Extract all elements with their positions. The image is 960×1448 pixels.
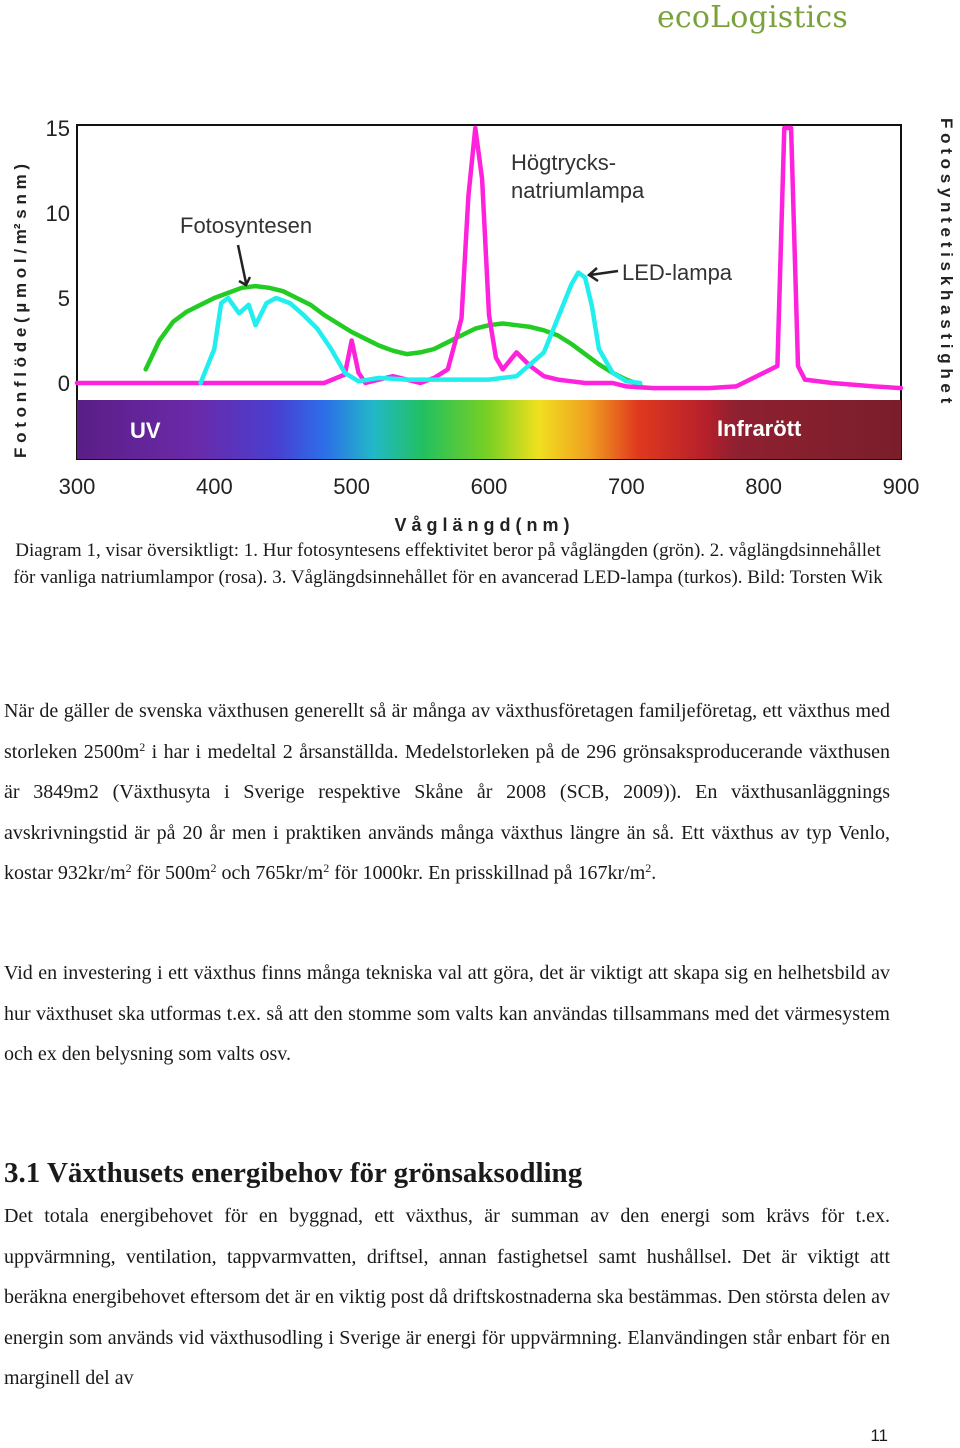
band-label-uv: UV: [130, 418, 161, 443]
y-tick-label: 15: [45, 116, 70, 141]
brand-logo: ecoLogistics: [656, 0, 848, 35]
x-tick-label: 700: [607, 474, 645, 499]
paragraph-3: Det totala energibehovet för en byggnad, ett växthus, är summan av den energi som krävs för t.ex. uppvärmning, ventilation, tappvarmvatten, driftsel, annan fastighetsel samt hushållsel. Det är viktigt att beräkna energibehovet eftersom det är en viktig post då driftskostnaderna ska bestämmas. Den största delen av energin som används vid växthusodling i Sverige är energi för uppvärmning. Elanvändingen står enbart för en marginell del av: [4, 1205, 891, 1389]
y-tick-label: 10: [45, 201, 70, 226]
figure-caption: Diagram 1, visar översiktligt: 1. Hur fotosyntesens effektivitet beror på våglängden (grön). 2. våglängdsinnehållet för vanliga natriumlampor (rosa). 3. Våglängdsinnehållet för en avancerad LED-lampa (turkos). Bild: Torsten Wik: [13, 540, 883, 588]
x-axis-label: V å g l ä n g d ( n m ): [394, 515, 570, 535]
paragraph-2: Vid en investering i ett växthus finns många tekniska val att göra, det är viktigt att skapa sig en helhetsbild av hur växthuset ska utformas t.ex. så att den stomme som valts kan användas tillsammans med det värmesystem och ex den belysning som valts osv.: [4, 962, 890, 1065]
spectrum-chart: [0, 108, 960, 540]
annotation-fotosyntesen: Fotosyntesen: [180, 213, 313, 238]
paragraph-1: När de gäller de svenska växthusen generellt så är många av växthusföretagen familjeföretag, ett växthus med storleken $2500m^2$ i har i medeltal 2 årsanställda. Medelstorleken på de 296 grönsaksproducerande växthusen är 3849m2 (Växthusyta i Sverige respektive Skåne år 2008 (SCB, 2009)). En växthusanläggnings avskrivningstid är på 20 år men i praktiken används många växthus längre än så. Ett växthus av typ Venlo, kostar $932kr/m^2$ för $500m^2$ och $765kr/m^2$ för 1000kr. En prisskillnad på $167kr/m^2$.: [4, 700, 890, 884]
annotation-led-lampa: LED-lampa: [622, 260, 733, 285]
y-axis-label-right: F o t o s y n t e t i s k h a s t i g h e t: [937, 118, 956, 404]
x-tick-label: 500: [333, 474, 371, 499]
y-tick-label: 5: [57, 286, 70, 311]
y-axis-label-left: F o t o n f l ö d e ( µ m o l / m² s n m ): [11, 163, 30, 458]
band-label-ir: Infrarött: [717, 416, 802, 441]
x-tick-label: 900: [882, 474, 920, 499]
annotation-natriumlampa: natriumlampa: [511, 178, 645, 203]
x-tick-label: 400: [195, 474, 233, 499]
y-tick-label: 0: [57, 371, 70, 396]
y-tick-labels: [46, 116, 70, 396]
x-tick-label: 300: [58, 474, 96, 499]
section-heading: 3.1 Växthusets energibehov för grönsaksodling: [4, 1157, 583, 1189]
x-tick-labels: [59, 474, 920, 499]
x-tick-label: 600: [470, 474, 508, 499]
page-number: 11: [870, 1426, 888, 1445]
annotation-hogtrycks: Högtrycks-: [511, 150, 617, 175]
x-tick-label: 800: [745, 474, 783, 499]
